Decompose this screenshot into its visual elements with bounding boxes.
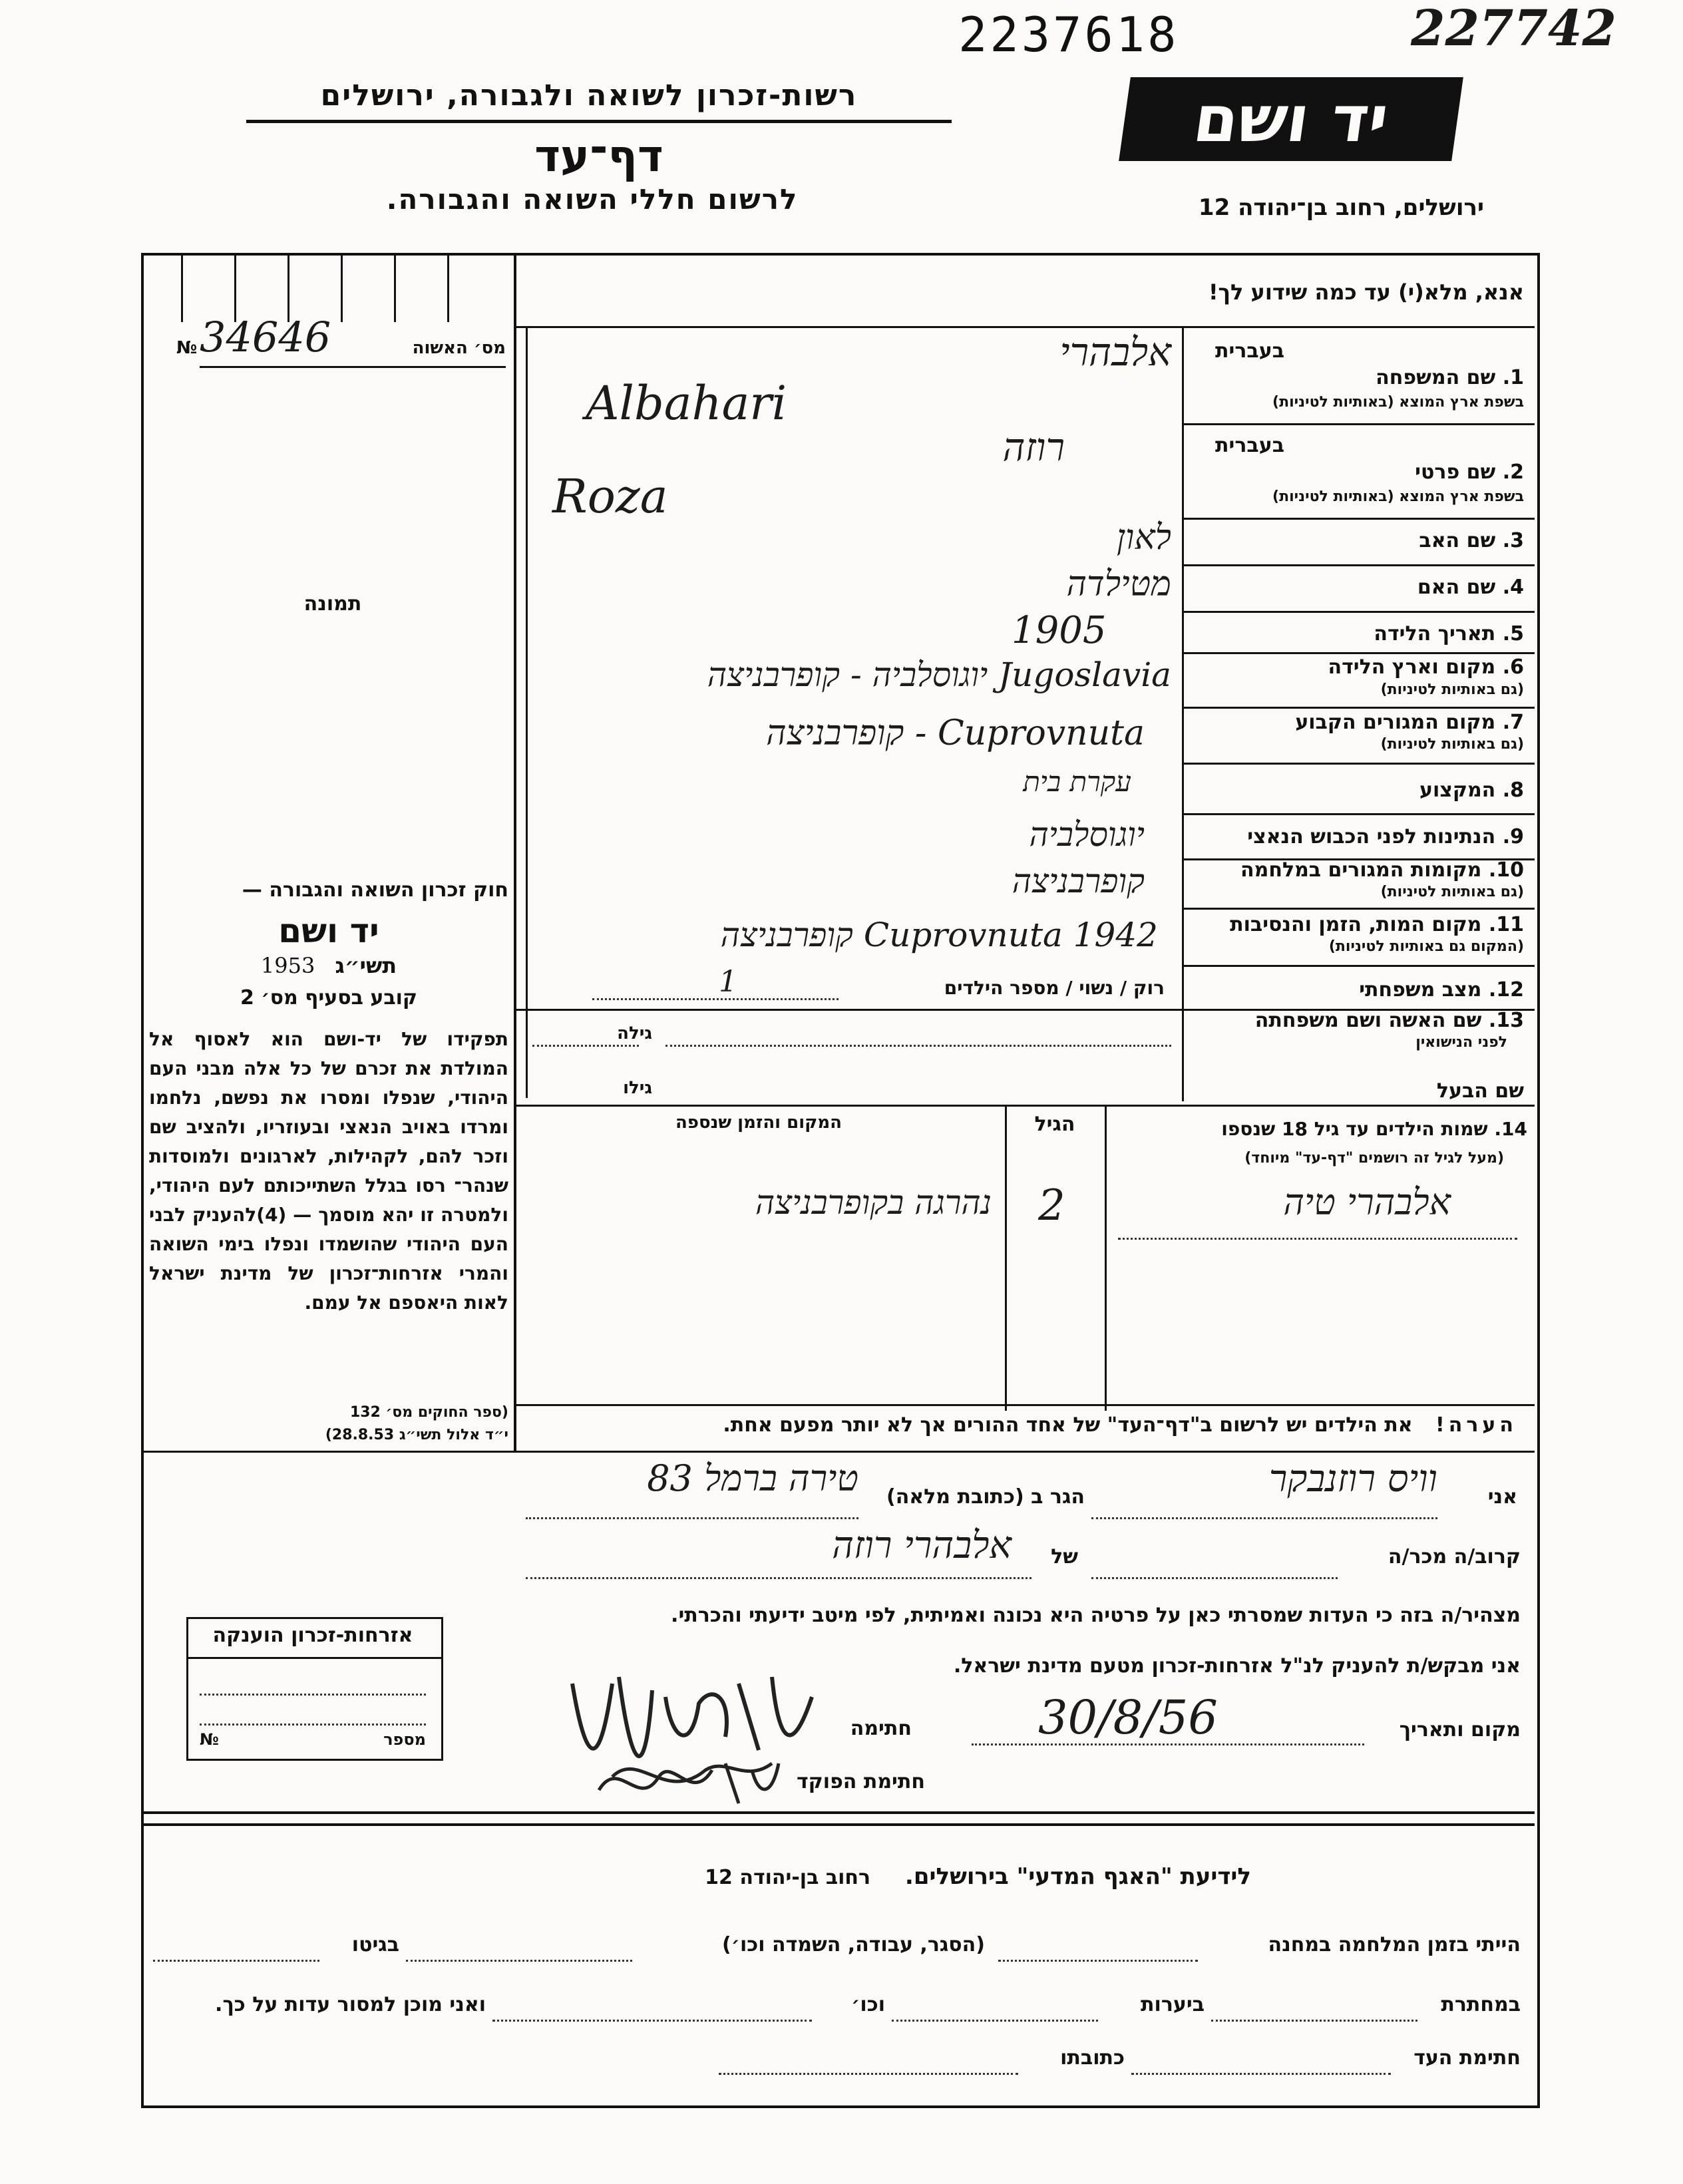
field-1-value-latin: Albahari — [586, 376, 787, 431]
field-7-sub: (גם באותיות לטיניות) — [1380, 736, 1524, 753]
children-age-header: הגיל — [1034, 1113, 1075, 1136]
children-label — [1111, 1118, 1527, 1140]
field-13-label — [1198, 1009, 1524, 1032]
field-12-name: מצב משפחתי — [1359, 978, 1482, 1001]
field-3-label — [1198, 529, 1524, 552]
child-place-value: נהרגה בקופרבניצה — [755, 1183, 992, 1222]
field-9-num: 9. — [1502, 825, 1524, 848]
declarer-name: וויס רוזנבקר — [1268, 1457, 1437, 1501]
citizenship-title: אזרחות-זכרון הוענקה — [212, 1624, 413, 1647]
child-age-value: 2 — [1038, 1181, 1065, 1230]
field-2-label — [1198, 460, 1524, 484]
relative-label: קרוב/ה מכר/ה — [1388, 1545, 1521, 1568]
field-2-hebrew-tag: בעברית — [1215, 434, 1284, 457]
field-2-name: שם פרטי — [1415, 460, 1496, 484]
field-5-value: 1905 — [1012, 609, 1107, 652]
address: ירושלים, רחוב בן־יהודה 12 — [1198, 194, 1484, 221]
children-title: שמות הילדים עד גיל 18 שנספו — [1221, 1118, 1488, 1140]
law-year-heb: תשי״ג — [335, 953, 397, 978]
field-10-label — [1198, 858, 1524, 882]
law-year-num: 1953 — [260, 953, 315, 978]
field-13-name: שם האשה ושם משפחתה — [1254, 1009, 1482, 1032]
footer-address: רחוב בן-יהודה 12 — [705, 1866, 871, 1889]
record-number-value: 34646 — [200, 313, 331, 361]
footer-line2-b: ביערות — [1141, 1993, 1205, 2016]
husband-age-label: גילו — [623, 1078, 652, 1098]
law-ref-2: י״ד אלול תשי״ג 28.8.53) — [325, 1427, 508, 1443]
sidebar-divider — [514, 253, 516, 1451]
place-date-label: מקום ותאריך — [1399, 1718, 1521, 1741]
field-2-sub: בשפת ארץ המוצא (באותיות לטיניות) — [1272, 488, 1524, 505]
footer-line1-b: (הסגר, עבודה, השמדה וכו׳) — [721, 1933, 985, 1956]
children-num: 14. — [1494, 1118, 1527, 1140]
note — [519, 1413, 1517, 1437]
field-1-label — [1198, 366, 1524, 389]
footer-line2-d: ואני מוכן למסור עדות על כך. — [215, 1993, 486, 2016]
photo-label: תמונה — [303, 592, 362, 616]
children-sub: (מעל לגיל זה רושמים "דף-עד" מיוחד) — [1244, 1150, 1504, 1167]
children-count: 1 — [719, 965, 737, 999]
field-6-name: מקום וארץ הלידה — [1328, 655, 1496, 679]
field-8-value: עקרת בית — [1023, 765, 1131, 798]
record-number-label: מס׳ האשוה — [412, 338, 506, 358]
instruction: אנא, מלא(י) עד כמה שידוע לך! — [1208, 279, 1524, 305]
field-6-value: Jugoslavia יוגוסלביה - קופרבניצה — [707, 655, 1171, 694]
footer-line1-a: הייתי בזמן המלחמה במחנה — [1268, 1933, 1521, 1956]
record-no-symbol: № — [176, 338, 198, 358]
signature-label: חתימה — [850, 1717, 912, 1740]
field-6-num: 6. — [1502, 655, 1524, 679]
citizenship-number-label: מספר — [383, 1730, 426, 1749]
field-1-hebrew-tag: בעברית — [1215, 339, 1284, 363]
field-1-name: שם המשפחה — [1376, 366, 1496, 389]
field-5-label — [1198, 622, 1524, 645]
law-name: יד ושם — [278, 912, 379, 950]
note-label: הערה! — [1435, 1413, 1517, 1437]
field-9-name: הנתינות לפני הכבוש הנאצי — [1247, 825, 1496, 848]
field-3-num: 3. — [1502, 529, 1524, 552]
child-name-value: אלבהרי טיה — [1283, 1181, 1451, 1223]
field-12-label — [1198, 978, 1524, 1001]
of-value: אלבהרי רוזה — [832, 1524, 1012, 1567]
field-10-num: 10. — [1488, 858, 1524, 882]
field-12-num: 12. — [1488, 978, 1524, 1001]
field-7-value: Cuprovnuta - קופרבניצה — [766, 713, 1145, 753]
stamp-number: 2237618 — [958, 7, 1179, 63]
note-text: את הילדים יש לרשום ב"דף־העד" של אחד ההורים אך לא יותר מפעם אחת. — [723, 1413, 1413, 1437]
law-ref-1: (ספר החוקים מס׳ 132 — [349, 1404, 508, 1421]
statement-2: אני מבקש/ת להעניק לנ"ל אזרחות-זכרון מטעם מדינת ישראל. — [953, 1654, 1521, 1678]
footer-line3-b: כתובתו — [1060, 2046, 1125, 2070]
yad-vashem-logo: יד ושם — [1119, 77, 1463, 161]
field-11-name: מקום המות, הזמן והנסיבות — [1230, 913, 1482, 936]
field-8-name: המקצוע — [1419, 779, 1496, 802]
field-9-value: יוגוסלביה — [1029, 815, 1145, 854]
field-10-value: קופרבניצה — [1012, 862, 1145, 900]
field-7-name: מקום המגורים הקבוע — [1295, 711, 1496, 734]
children-col-age-left — [1005, 1105, 1007, 1411]
field-1-num: 1. — [1502, 366, 1524, 389]
handwritten-number: 227742 — [1411, 0, 1616, 57]
field-11-sub: (המקום גם באותיות לטיניות) — [1328, 938, 1524, 955]
field-2-value-latin: Roza — [552, 469, 668, 524]
officer-signature — [586, 1743, 785, 1817]
form-subtitle: לרשום חללי השואה והגבורה. — [386, 183, 799, 216]
law-text: תפקידו של יד-ושם הוא לאסוף אל המולדת את זכרם של כל אלה מבני העם היהודי, שנפלו ומסרו את נפשם, נלחמו ומרדו באויב הנאצי ובעוזריו, ולהציב שם וזכר להם, לקהילות, לארגונים ולמוסדות שנהר־ רסו בגלל השתייכותם לעם היהודי, ולמטרה זו יהא מוסמך — (4)להעניק לבני העם היהודי שהושמדו ונפלו בימי השואה והמרי אזרחות־זכרון של מדינת ישראל לאות היאספם אל עמם. — [149, 1028, 508, 1314]
officer-signature-label: חתימת הפוקד — [797, 1770, 925, 1793]
citizenship-no-symbol: № — [200, 1730, 219, 1749]
of-label: של — [1051, 1545, 1078, 1568]
field-6-label — [1198, 655, 1524, 679]
law-year — [149, 953, 508, 978]
field-11-value: Cuprovnuta 1942 קופרבניצה — [720, 916, 1158, 954]
label-column-divider — [1182, 326, 1184, 1101]
field-4-label — [1198, 576, 1524, 599]
form-title: דף־עד — [534, 130, 663, 182]
field-11-num: 11. — [1488, 913, 1524, 936]
field-7-label — [1198, 711, 1524, 734]
field-5-num: 5. — [1502, 622, 1524, 645]
statement-1: מצהיר/ה בזה כי העדות שמסרתי כאן על פרטיה היא נכונה ואמיתית, לפי מיטב ידיעתי והכרתי. — [671, 1604, 1521, 1627]
field-5-name: תאריך הלידה — [1374, 622, 1496, 645]
footer-title-text: לידיעת "האגף המדעי" בירושלים. — [904, 1863, 1251, 1890]
field-4-num: 4. — [1502, 576, 1524, 599]
footer-line1-c: בגיטו — [351, 1933, 399, 1956]
field-1-sub: בשפת ארץ המוצא (באותיות לטיניות) — [1272, 394, 1524, 411]
field-2-num: 2. — [1502, 460, 1524, 484]
law-heading: חוק זכרון השואה והגבורה — — [242, 878, 508, 902]
authority-name: רשות-זכרון לשואה ולגבורה, ירושלים — [320, 79, 858, 112]
field-9-label — [1198, 825, 1524, 848]
wife-age-label: גילה — [617, 1023, 652, 1043]
field-13-sub: לפני הנישואין — [1415, 1034, 1507, 1051]
children-place-header: המקום והזמן שנספה — [675, 1113, 842, 1133]
residing-label: הגר ב (כתובת מלאה) — [886, 1485, 1085, 1509]
footer-line3-a: חתימת העד — [1413, 2046, 1521, 2070]
field-10-name: מקומות המגורים במלחמה — [1240, 858, 1482, 882]
field-3-value: לאון — [1116, 518, 1171, 558]
field-4-name: שם האם — [1417, 576, 1496, 599]
date-value: 30/8/56 — [1038, 1690, 1218, 1745]
field-8-num: 8. — [1502, 779, 1524, 802]
authority-underline — [246, 120, 952, 123]
husband-label: שם הבעל — [1436, 1079, 1524, 1103]
field-1-value-hebrew: אלבהרי — [1059, 329, 1171, 375]
field-11-label — [1198, 913, 1524, 936]
field-3-name: שם האב — [1419, 529, 1496, 552]
field-8-label — [1198, 779, 1524, 802]
footer-title — [519, 1863, 1251, 1890]
footer-line2-a: במחתרת — [1441, 1993, 1521, 2016]
field-7-num: 7. — [1502, 711, 1524, 734]
value-column-left — [526, 326, 528, 1098]
field-4-value: מטילדה — [1066, 564, 1171, 604]
marital-status-options: רוק / נשוי / מספר הילדים — [944, 977, 1165, 999]
field-2-value-hebrew: רוזה — [1002, 425, 1065, 470]
field-6-sub: (גם באותיות לטיניות) — [1380, 681, 1524, 698]
record-number-line — [200, 366, 506, 368]
field-13-num: 13. — [1488, 1009, 1524, 1032]
law-clause: קובע בסעיף מס׳ 2 — [240, 986, 418, 1009]
children-col-age-right — [1105, 1105, 1107, 1411]
declarer-address: טירה ברמל 83 — [647, 1457, 858, 1499]
field-10-sub: (גם באותיות לטיניות) — [1380, 884, 1524, 900]
footer-line2-c: וכו׳ — [851, 1993, 885, 2016]
declaration-i-label: אני — [1487, 1485, 1517, 1509]
